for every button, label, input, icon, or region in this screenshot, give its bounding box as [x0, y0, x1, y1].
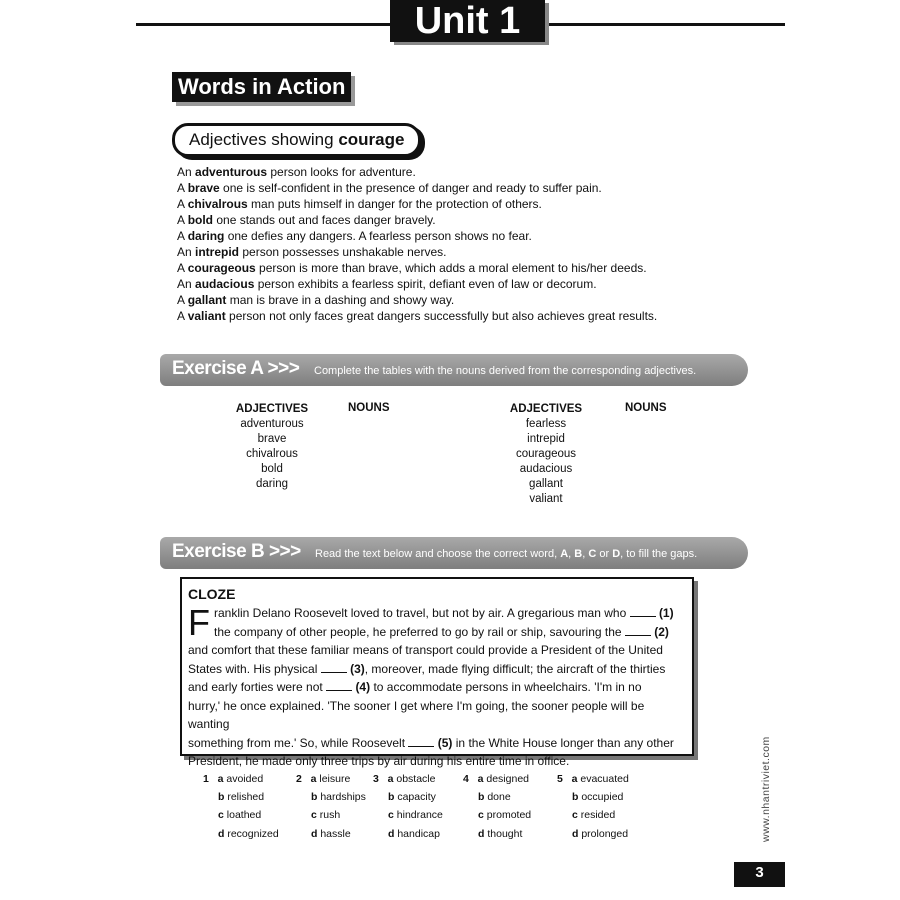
topic-prefix: Adjectives showing — [189, 130, 339, 149]
cloze-line: and comfort that these familiar means of transport could provide a President of the United — [188, 643, 663, 657]
adjectives-column-left: ADJECTIVES adventurous brave chivalrous bold daring — [235, 403, 309, 490]
exercise-b-instruction: Read the text below and choose the correct word, A, B, C or D, to fill the gaps. — [315, 548, 698, 560]
page-number: 3 — [734, 862, 785, 884]
definition-line: A courageous person is more than brave, which adds a moral element to his/her deeds. — [177, 261, 647, 275]
gap-blank[interactable] — [326, 680, 352, 691]
definition-line: An intrepid person possesses unshakable nerves. — [177, 245, 447, 259]
definition-line: A chivalrous man puts himself in danger for the protection of others. — [177, 197, 542, 211]
gap-blank[interactable] — [321, 662, 347, 673]
option-group-3: 3 a obstacle b capacity c hindrance d handicap — [373, 773, 443, 840]
section-title: Words in Action — [172, 72, 351, 102]
exercise-a-banner — [160, 354, 748, 386]
gap-blank[interactable] — [630, 606, 656, 617]
cloze-line: States with. His physical (3), moreover, made flying difficult; the aircraft of the thirties — [188, 661, 666, 676]
option-group-1: 1 a avoided b relished c loathed d recognized — [203, 773, 279, 840]
publisher-watermark: www.nhantriviet.com — [760, 736, 772, 842]
topic-bold: courage — [338, 130, 405, 149]
adjectives-column-right: ADJECTIVES fearless intrepid courageous audacious gallant valiant — [509, 403, 583, 505]
topic-heading — [172, 123, 421, 157]
definition-line: A daring one defies any dangers. A fearless person shows no fear. — [177, 229, 532, 243]
nouns-header-left: NOUNS — [348, 402, 390, 414]
gap-blank[interactable] — [408, 736, 434, 747]
definition-list — [177, 164, 777, 324]
cloze-line: and early forties were not (4) to accommodate persons in wheelchairs. 'I'm in no — [188, 680, 642, 694]
cloze-text — [188, 604, 685, 771]
unit-title: Unit 1 — [390, 0, 545, 42]
cloze-line: something from me.' So, while Roosevelt (5) in the White House longer than any other — [188, 735, 674, 750]
definition-line: An audacious person exhibits a fearless spirit, defiant even of law or decorum. — [177, 277, 597, 291]
option-group-5: 5 a evacuated b occupied c resided d prolonged — [557, 773, 629, 840]
definition-line: A valiant person not only faces great dangers successfully but also achieves great results. — [177, 309, 658, 323]
gap-blank[interactable] — [625, 625, 651, 636]
exercise-a-instruction: Complete the tables with the nouns derived from the corresponding adjectives. — [314, 365, 697, 377]
cloze-title: CLOZE — [188, 586, 236, 602]
footer-rule — [734, 884, 785, 887]
cloze-line: hurry,' he once explained. 'The sooner I get where I'm going, the sooner people will be wanting — [188, 698, 645, 731]
exercise-b-title: Exercise B >>> — [172, 541, 301, 562]
definition-line: An adventurous person looks for adventure. — [177, 165, 416, 179]
exercise-a-title: Exercise A >>> — [172, 358, 300, 379]
nouns-header-right: NOUNS — [625, 402, 667, 414]
definition-line: A bold one stands out and faces danger bravely. — [177, 213, 436, 227]
definition-line: A gallant man is brave in a dashing and showy way. — [177, 293, 455, 307]
cloze-line: the company of other people, he preferred to go by rail or ship, savouring the (2) — [214, 624, 669, 639]
option-group-2: 2 a leisure b hardships c rush d hassle — [296, 773, 366, 840]
definition-line: A brave one is self-confident in the presence of danger and ready to suffer pain. — [177, 181, 602, 195]
exercise-b-banner — [160, 537, 748, 569]
cloze-line: ranklin Delano Roosevelt loved to travel, but not by air. A gregarious man who (1) — [214, 606, 674, 620]
drop-cap: F — [188, 602, 210, 643]
cloze-line: President, he made only three trips by air during his entire time in office. — [188, 754, 570, 768]
cloze-box — [180, 577, 694, 768]
option-group-4: 4 a designed b done c promoted d thought — [463, 773, 532, 840]
